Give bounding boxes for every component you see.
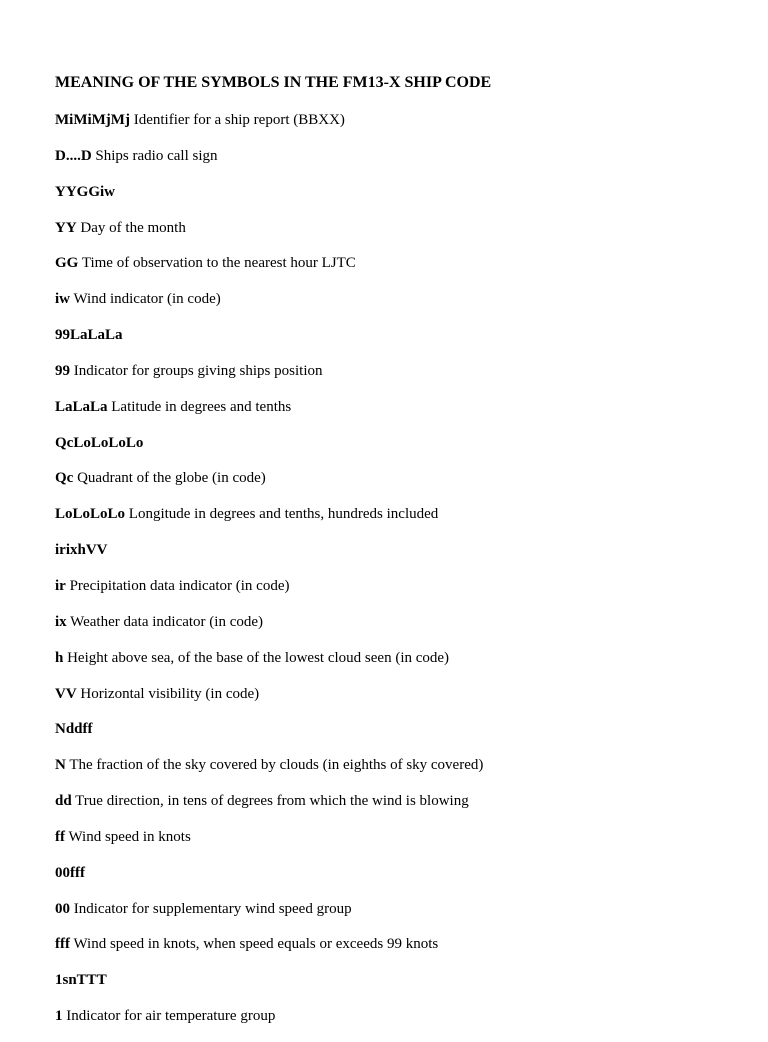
symbol-description: Wind speed in knots (68, 828, 191, 845)
symbol-code: MiMiMjMj (55, 112, 130, 128)
symbol-code: VV (55, 685, 77, 702)
symbol-code: GG (55, 255, 79, 272)
symbol-description: True direction, in tens of degrees from which the wind is blowing (75, 793, 469, 810)
symbol-entry (55, 791, 755, 827)
symbol-description: Identifier for a ship report (BBXX) (133, 112, 345, 128)
symbol-description: Indicator for air temperature group (66, 1008, 276, 1025)
symbol-entry (55, 540, 755, 576)
symbol-code: dd (55, 793, 72, 810)
symbol-description: Height above sea, of the base of the lowest cloud seen (in code) (67, 649, 450, 666)
symbol-entry (55, 899, 755, 935)
symbol-entry (55, 361, 755, 397)
symbol-entry (55, 576, 755, 612)
symbol-description: Day of the month (80, 219, 186, 236)
symbol-description: Indicator for supplementary wind speed group (73, 900, 352, 917)
symbol-entry (55, 827, 755, 863)
symbol-description: Quadrant of the globe (in code) (77, 470, 266, 487)
symbol-entry (55, 146, 755, 182)
symbol-code: h (55, 649, 64, 666)
symbol-list (55, 110, 755, 1042)
symbol-entry (55, 934, 755, 970)
symbol-code: 99LaLaLa (55, 327, 123, 344)
page-title: MEANING OF THE SYMBOLS IN THE FM13-X SHIP CODE (55, 74, 492, 91)
symbol-entry (55, 1006, 755, 1042)
symbol-description: Time of observation to the nearest hour LJTC (81, 255, 356, 272)
symbol-entry (55, 612, 755, 648)
symbol-code: LoLoLoLo (55, 506, 126, 523)
symbol-code: D....D (55, 147, 92, 164)
symbol-code: Nddff (55, 721, 93, 738)
symbol-entry (55, 253, 755, 289)
symbol-code: ix (55, 613, 67, 630)
symbol-code: 1snTTT (55, 972, 107, 989)
symbol-entry (55, 504, 755, 540)
symbol-code: irixhVV (55, 542, 108, 559)
symbol-description: Precipitation data indicator (in code) (69, 577, 290, 594)
symbol-description: Latitude in degrees and tenths (111, 398, 292, 415)
symbol-code: 99 (55, 362, 70, 379)
symbol-entry (55, 468, 755, 504)
symbol-entry (55, 289, 755, 325)
symbol-entry (55, 433, 755, 469)
symbol-description: Longitude in degrees and tenths, hundreds included (128, 506, 439, 523)
symbol-entry (55, 755, 755, 791)
symbol-code: ir (55, 577, 66, 594)
symbol-description: Weather data indicator (in code) (70, 613, 264, 630)
symbol-entry (55, 684, 755, 720)
symbol-code: YY (55, 219, 77, 236)
symbol-code: LaLaLa (55, 398, 108, 415)
symbol-code: Qc (55, 470, 74, 487)
symbol-description: Indicator for groups giving ships position (73, 362, 323, 379)
symbol-entry (55, 970, 755, 1006)
symbol-code: fff (55, 936, 70, 953)
symbol-description: Horizontal visibility (in code) (80, 685, 260, 702)
symbol-code: 00fff (55, 864, 85, 881)
symbol-code: YYGGiw (55, 183, 115, 200)
symbol-entry (55, 182, 755, 218)
symbol-description: Wind indicator (in code) (73, 291, 221, 308)
symbol-entry (55, 110, 755, 146)
symbol-description: The fraction of the sky covered by clouds (in eighths of sky covered) (69, 757, 484, 774)
symbol-entry (55, 397, 755, 433)
symbol-code: ff (55, 828, 65, 845)
symbol-description: Wind speed in knots, when speed equals or exceeds 99 knots (73, 936, 439, 953)
symbol-entry (55, 218, 755, 254)
symbol-code: N (55, 757, 66, 774)
symbol-code: QcLoLoLoLo (55, 434, 144, 451)
symbol-entry (55, 719, 755, 755)
symbol-code: 1 (55, 1008, 63, 1025)
symbol-entry (55, 648, 755, 684)
symbol-description: Ships radio call sign (95, 147, 218, 164)
symbol-entry (55, 863, 755, 899)
symbol-code: 00 (55, 900, 70, 917)
symbol-code: iw (55, 291, 70, 308)
symbol-entry (55, 325, 755, 361)
